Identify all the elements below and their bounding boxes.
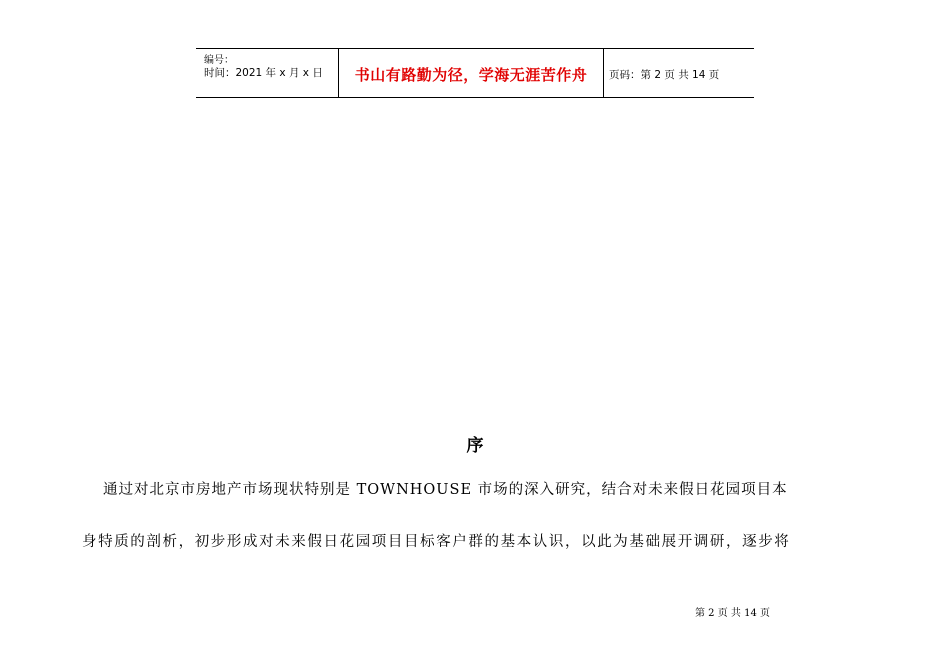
section-heading: 序 (466, 436, 484, 456)
paragraph-line-2: 身特质的剖析，初步形成对未来假日花园项目目标客户群的基本认识，以此为基础展开调研，逐步将 (82, 534, 791, 550)
header-motto: 书山有路勤为径，学海无涯苦作舟 (354, 66, 588, 84)
paragraph-line-1: 通过对北京市房地产市场现状特别是 TOWNHOUSE 市场的深入研究，结合对未来假日花园项目本 (103, 482, 788, 498)
header-page-code: 页码：第 2 页 共 14 页 (609, 69, 720, 81)
page-footer: 第 2 页 共 14 页 (695, 608, 770, 619)
document-header (196, 48, 754, 98)
document-number-label: 编号： (204, 55, 234, 66)
document-date-label: 时间：2021 年 x 月 x 日 (204, 67, 323, 79)
header-page-cell (603, 49, 754, 97)
header-motto-cell (338, 49, 604, 97)
header-info-cell (196, 49, 338, 97)
